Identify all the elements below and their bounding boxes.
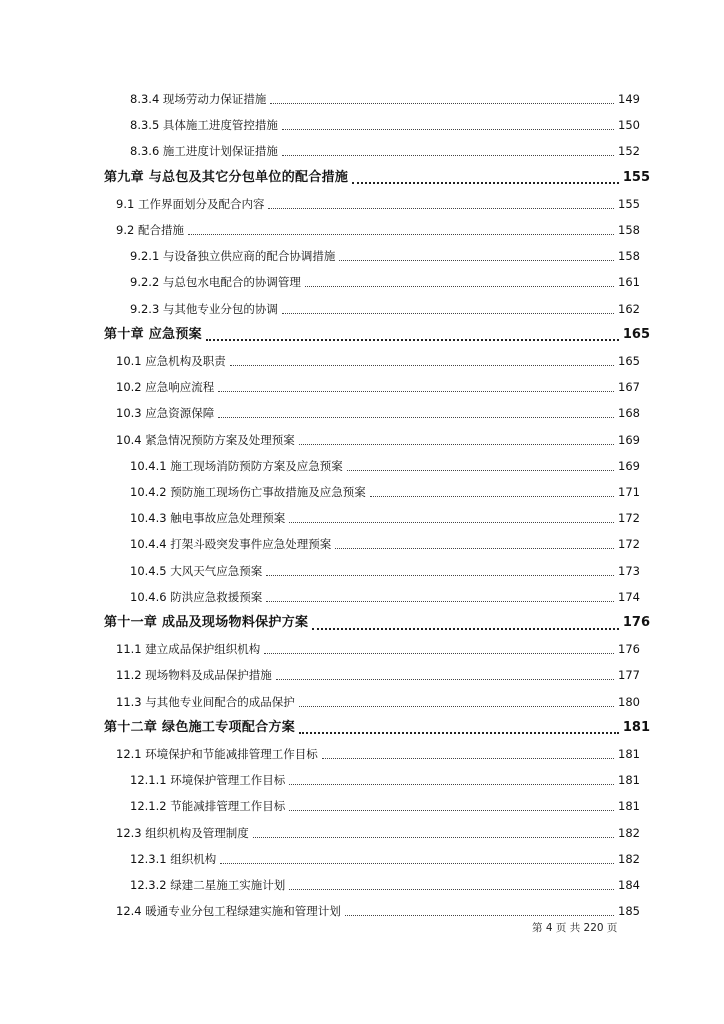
toc-entry[interactable] [116, 220, 640, 240]
toc-entry-title: 9.1 工作界面划分及配合内容 [116, 196, 265, 211]
toc-entry-page-number: 158 [618, 223, 640, 237]
dot-leader [347, 469, 614, 471]
dot-leader [289, 888, 614, 890]
toc-entry-page-number: 182 [618, 851, 640, 866]
toc-entry-page-number: 181 [618, 799, 640, 814]
dot-leader [299, 731, 619, 734]
toc-entry[interactable] [116, 430, 640, 450]
toc-entry-title: 9.2.1 与设备独立供应商的配合协调措施 [130, 249, 336, 264]
toc-entry-title: 第十一章 成品及现场物料保护方案 [104, 615, 309, 630]
toc-entry-page-number: 177 [618, 668, 640, 683]
toc-entry-title: 第十章 应急预案 [104, 326, 202, 342]
toc-entry-page-number: 169 [618, 432, 640, 447]
toc-entry-title: 10.4.6 防洪应急救援预案 [130, 589, 263, 604]
dot-leader [335, 547, 614, 549]
toc-entry-page-number: 167 [618, 380, 640, 395]
toc-entry-title: 第九章 与总包及其它分包单位的配合措施 [104, 169, 349, 185]
dot-leader [345, 914, 614, 916]
toc-entry-title: 8.3.5 具体施工进度管控措施 [130, 118, 278, 133]
dot-leader [289, 521, 614, 523]
toc-entry-title: 9.2 配合措施 [116, 223, 184, 237]
dot-leader [289, 809, 614, 811]
toc-chapter-entry[interactable] [104, 168, 650, 188]
toc-entry-title: 9.2.3 与其他专业分包的协调 [130, 301, 278, 316]
toc-entry-page-number: 180 [618, 694, 640, 709]
toc-entry-page-number: 174 [618, 589, 640, 604]
toc-entry-page-number: 158 [618, 249, 640, 264]
toc-entry-title: 11.2 现场物料及成品保护措施 [116, 668, 272, 683]
toc-entry-page-number: 162 [618, 301, 640, 316]
toc-entry-title: 9.2.2 与总包水电配合的协调管理 [130, 275, 301, 290]
toc-entry-page-number: 155 [618, 196, 640, 211]
toc-entry[interactable] [130, 849, 640, 869]
toc-entry-page-number: 184 [618, 878, 640, 892]
toc-entry-page-number: 176 [622, 615, 650, 630]
toc-entry-page-number: 155 [622, 169, 650, 185]
toc-entry-page-number: 181 [622, 719, 650, 735]
toc-entry-title: 12.1 环境保护和节能减排管理工作目标 [116, 747, 318, 761]
toc-entry[interactable] [116, 665, 640, 685]
toc-entry[interactable] [116, 639, 640, 659]
toc-entry[interactable] [130, 456, 640, 476]
toc-entry[interactable] [116, 194, 640, 214]
toc-entry[interactable] [130, 272, 640, 292]
toc-entry-title: 第十二章 绿色施工专项配合方案 [104, 719, 296, 735]
dot-leader [282, 128, 614, 130]
toc-entry[interactable] [130, 770, 640, 790]
toc-entry[interactable] [130, 89, 640, 109]
dot-leader [305, 285, 614, 287]
toc-entry[interactable] [116, 692, 640, 712]
dot-leader [218, 416, 614, 418]
toc-entry[interactable] [130, 141, 640, 161]
dot-leader [218, 390, 614, 392]
dot-leader [206, 338, 619, 341]
toc-entry[interactable] [130, 508, 640, 528]
toc-entry[interactable] [130, 534, 640, 554]
dot-leader [352, 181, 619, 184]
dot-leader [270, 102, 614, 104]
toc-entry[interactable] [130, 875, 640, 895]
toc-entry[interactable] [130, 587, 640, 607]
toc-entry[interactable] [130, 796, 640, 816]
toc-entry-page-number: 165 [618, 354, 640, 368]
dot-leader [289, 783, 614, 785]
toc-entry-title: 10.2 应急响应流程 [116, 380, 215, 395]
toc-entry-page-number: 172 [618, 511, 640, 526]
dot-leader [188, 233, 614, 235]
toc-entry-page-number: 168 [618, 406, 640, 421]
toc-entry-page-number: 161 [618, 275, 640, 290]
toc-entry-page-number: 176 [618, 642, 640, 657]
toc-entry[interactable] [130, 246, 640, 266]
toc-entry-page-number: 150 [618, 118, 640, 133]
dot-leader [312, 627, 619, 630]
toc-entry-title: 10.4.2 预防施工现场伤亡事故措施及应急预案 [130, 485, 366, 499]
dot-leader [268, 207, 614, 209]
toc-entry-title: 12.4 暖通专业分包工程绿建实施和管理计划 [116, 904, 341, 919]
dot-leader [276, 678, 614, 680]
toc-entry-title: 10.4.4 打架斗殴突发事件应急处理预案 [130, 537, 332, 552]
toc-entry-page-number: 181 [618, 773, 640, 788]
toc-entry-page-number: 172 [618, 537, 640, 552]
toc-entry-title: 8.3.6 施工进度计划保证措施 [130, 144, 278, 159]
dot-leader [282, 154, 614, 156]
dot-leader [266, 600, 614, 602]
dot-leader [339, 259, 614, 261]
toc-entry-title: 12.3 组织机构及管理制度 [116, 825, 249, 840]
toc-entry[interactable] [116, 377, 640, 397]
dot-leader [299, 705, 614, 707]
toc-entry[interactable] [130, 299, 640, 319]
toc-entry-title: 12.1.1 环境保护管理工作目标 [130, 773, 286, 788]
toc-entry-title: 12.3.1 组织机构 [130, 851, 217, 866]
toc-entry-title: 10.3 应急资源保障 [116, 406, 215, 421]
toc-chapter-entry[interactable] [104, 613, 650, 633]
toc-entry[interactable] [130, 561, 640, 581]
toc-entry[interactable] [130, 115, 640, 135]
dot-leader [253, 836, 614, 838]
dot-leader [264, 652, 614, 654]
dot-leader [370, 495, 614, 497]
toc-entry-title: 10.4.3 触电事故应急处理预案 [130, 511, 286, 526]
toc-entry-page-number: 173 [618, 563, 640, 578]
toc-entry-title: 12.1.2 节能减排管理工作目标 [130, 799, 286, 814]
toc-entry[interactable] [116, 351, 640, 371]
toc-entry-page-number: 171 [618, 485, 640, 499]
toc-entry-title: 10.4.5 大风天气应急预案 [130, 563, 263, 578]
dot-leader [299, 443, 614, 445]
dot-leader [220, 862, 614, 864]
toc-entry-title: 12.3.2 绿建二星施工实施计划 [130, 878, 286, 892]
toc-chapter-entry[interactable] [104, 718, 650, 738]
toc-entry-page-number: 185 [618, 904, 640, 919]
toc-entry-page-number: 181 [618, 747, 640, 761]
dot-leader [266, 574, 614, 576]
toc-entry-title: 11.1 建立成品保护组织机构 [116, 642, 261, 657]
dot-leader [322, 757, 614, 759]
toc-entry[interactable] [116, 744, 640, 764]
toc-entry-page-number: 152 [618, 144, 640, 159]
toc-entry[interactable] [116, 823, 640, 843]
toc-entry-title: 10.4 紧急情况预防方案及处理预案 [116, 432, 295, 447]
dot-leader [230, 364, 614, 366]
toc-entry-page-number: 182 [618, 825, 640, 840]
toc-entry-page-number: 169 [618, 458, 640, 473]
toc-entry-title: 10.4.1 施工现场消防预防方案及应急预案 [130, 458, 343, 473]
toc-entry[interactable] [116, 403, 640, 423]
toc-entry-page-number: 149 [618, 92, 640, 106]
toc-entry[interactable] [116, 901, 640, 921]
toc-entry[interactable] [130, 482, 640, 502]
toc-chapter-entry[interactable] [104, 325, 650, 345]
toc-entry-title: 11.3 与其他专业间配合的成品保护 [116, 694, 295, 709]
dot-leader [282, 312, 614, 314]
toc-entry-title: 10.1 应急机构及职责 [116, 354, 226, 368]
page-footer: 第 4 页 共 220 页 [532, 922, 618, 934]
toc-entry-page-number: 165 [622, 326, 650, 342]
toc-entry-title: 8.3.4 现场劳动力保证措施 [130, 92, 267, 106]
